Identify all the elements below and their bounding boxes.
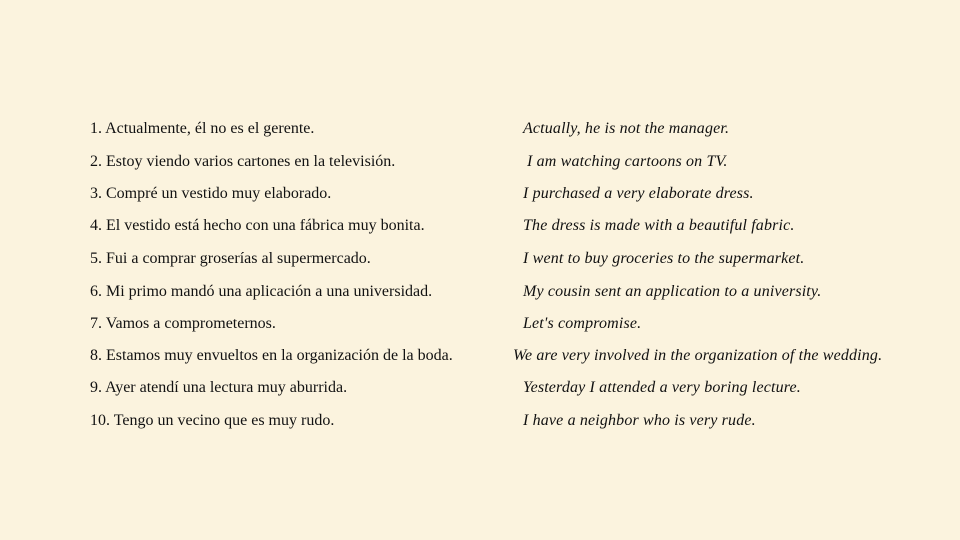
spanish-sentence: 5. Fui a comprar groserías al supermercado. xyxy=(90,250,371,267)
sentence-row-5 xyxy=(0,249,960,277)
english-translation: I am watching cartoons on TV. xyxy=(527,153,728,170)
english-translation: I have a neighbor who is very rude. xyxy=(523,412,756,429)
english-translation: The dress is made with a beautiful fabric. xyxy=(523,217,795,234)
spanish-sentence: 4. El vestido está hecho con una fábrica muy bonita. xyxy=(90,217,425,234)
spanish-sentence: 10. Tengo un vecino que es muy rudo. xyxy=(90,412,335,429)
sentence-row-6 xyxy=(0,282,960,310)
spanish-sentence: 6. Mi primo mandó una aplicación a una universidad. xyxy=(90,283,433,300)
sentence-row-10 xyxy=(0,411,960,439)
english-translation: Yesterday I attended a very boring lecture. xyxy=(523,379,801,396)
spanish-sentence: 8. Estamos muy envueltos en la organización de la boda. xyxy=(90,347,453,364)
spanish-sentence: 9. Ayer atendí una lectura muy aburrida. xyxy=(90,379,348,396)
english-translation: I went to buy groceries to the supermarket. xyxy=(523,250,805,267)
sentence-row-2 xyxy=(0,152,960,180)
english-translation: My cousin sent an application to a university. xyxy=(523,283,822,300)
sentence-row-8 xyxy=(0,346,960,374)
sentence-row-1 xyxy=(0,119,960,147)
sentence-row-4 xyxy=(0,216,960,244)
sentence-row-3 xyxy=(0,184,960,212)
spanish-sentence: 2. Estoy viendo varios cartones en la televisión. xyxy=(90,153,396,170)
english-translation: We are very involved in the organization of the wedding. xyxy=(513,347,883,364)
spanish-sentence: 1. Actualmente, él no es el gerente. xyxy=(90,120,315,137)
sentence-row-7 xyxy=(0,314,960,342)
spanish-sentence: 7. Vamos a comprometernos. xyxy=(90,315,276,332)
sentence-row-9 xyxy=(0,378,960,406)
english-translation: Let's compromise. xyxy=(523,315,642,332)
english-translation: I purchased a very elaborate dress. xyxy=(523,185,754,202)
english-translation: Actually, he is not the manager. xyxy=(523,120,730,137)
spanish-sentence: 3. Compré un vestido muy elaborado. xyxy=(90,185,332,202)
